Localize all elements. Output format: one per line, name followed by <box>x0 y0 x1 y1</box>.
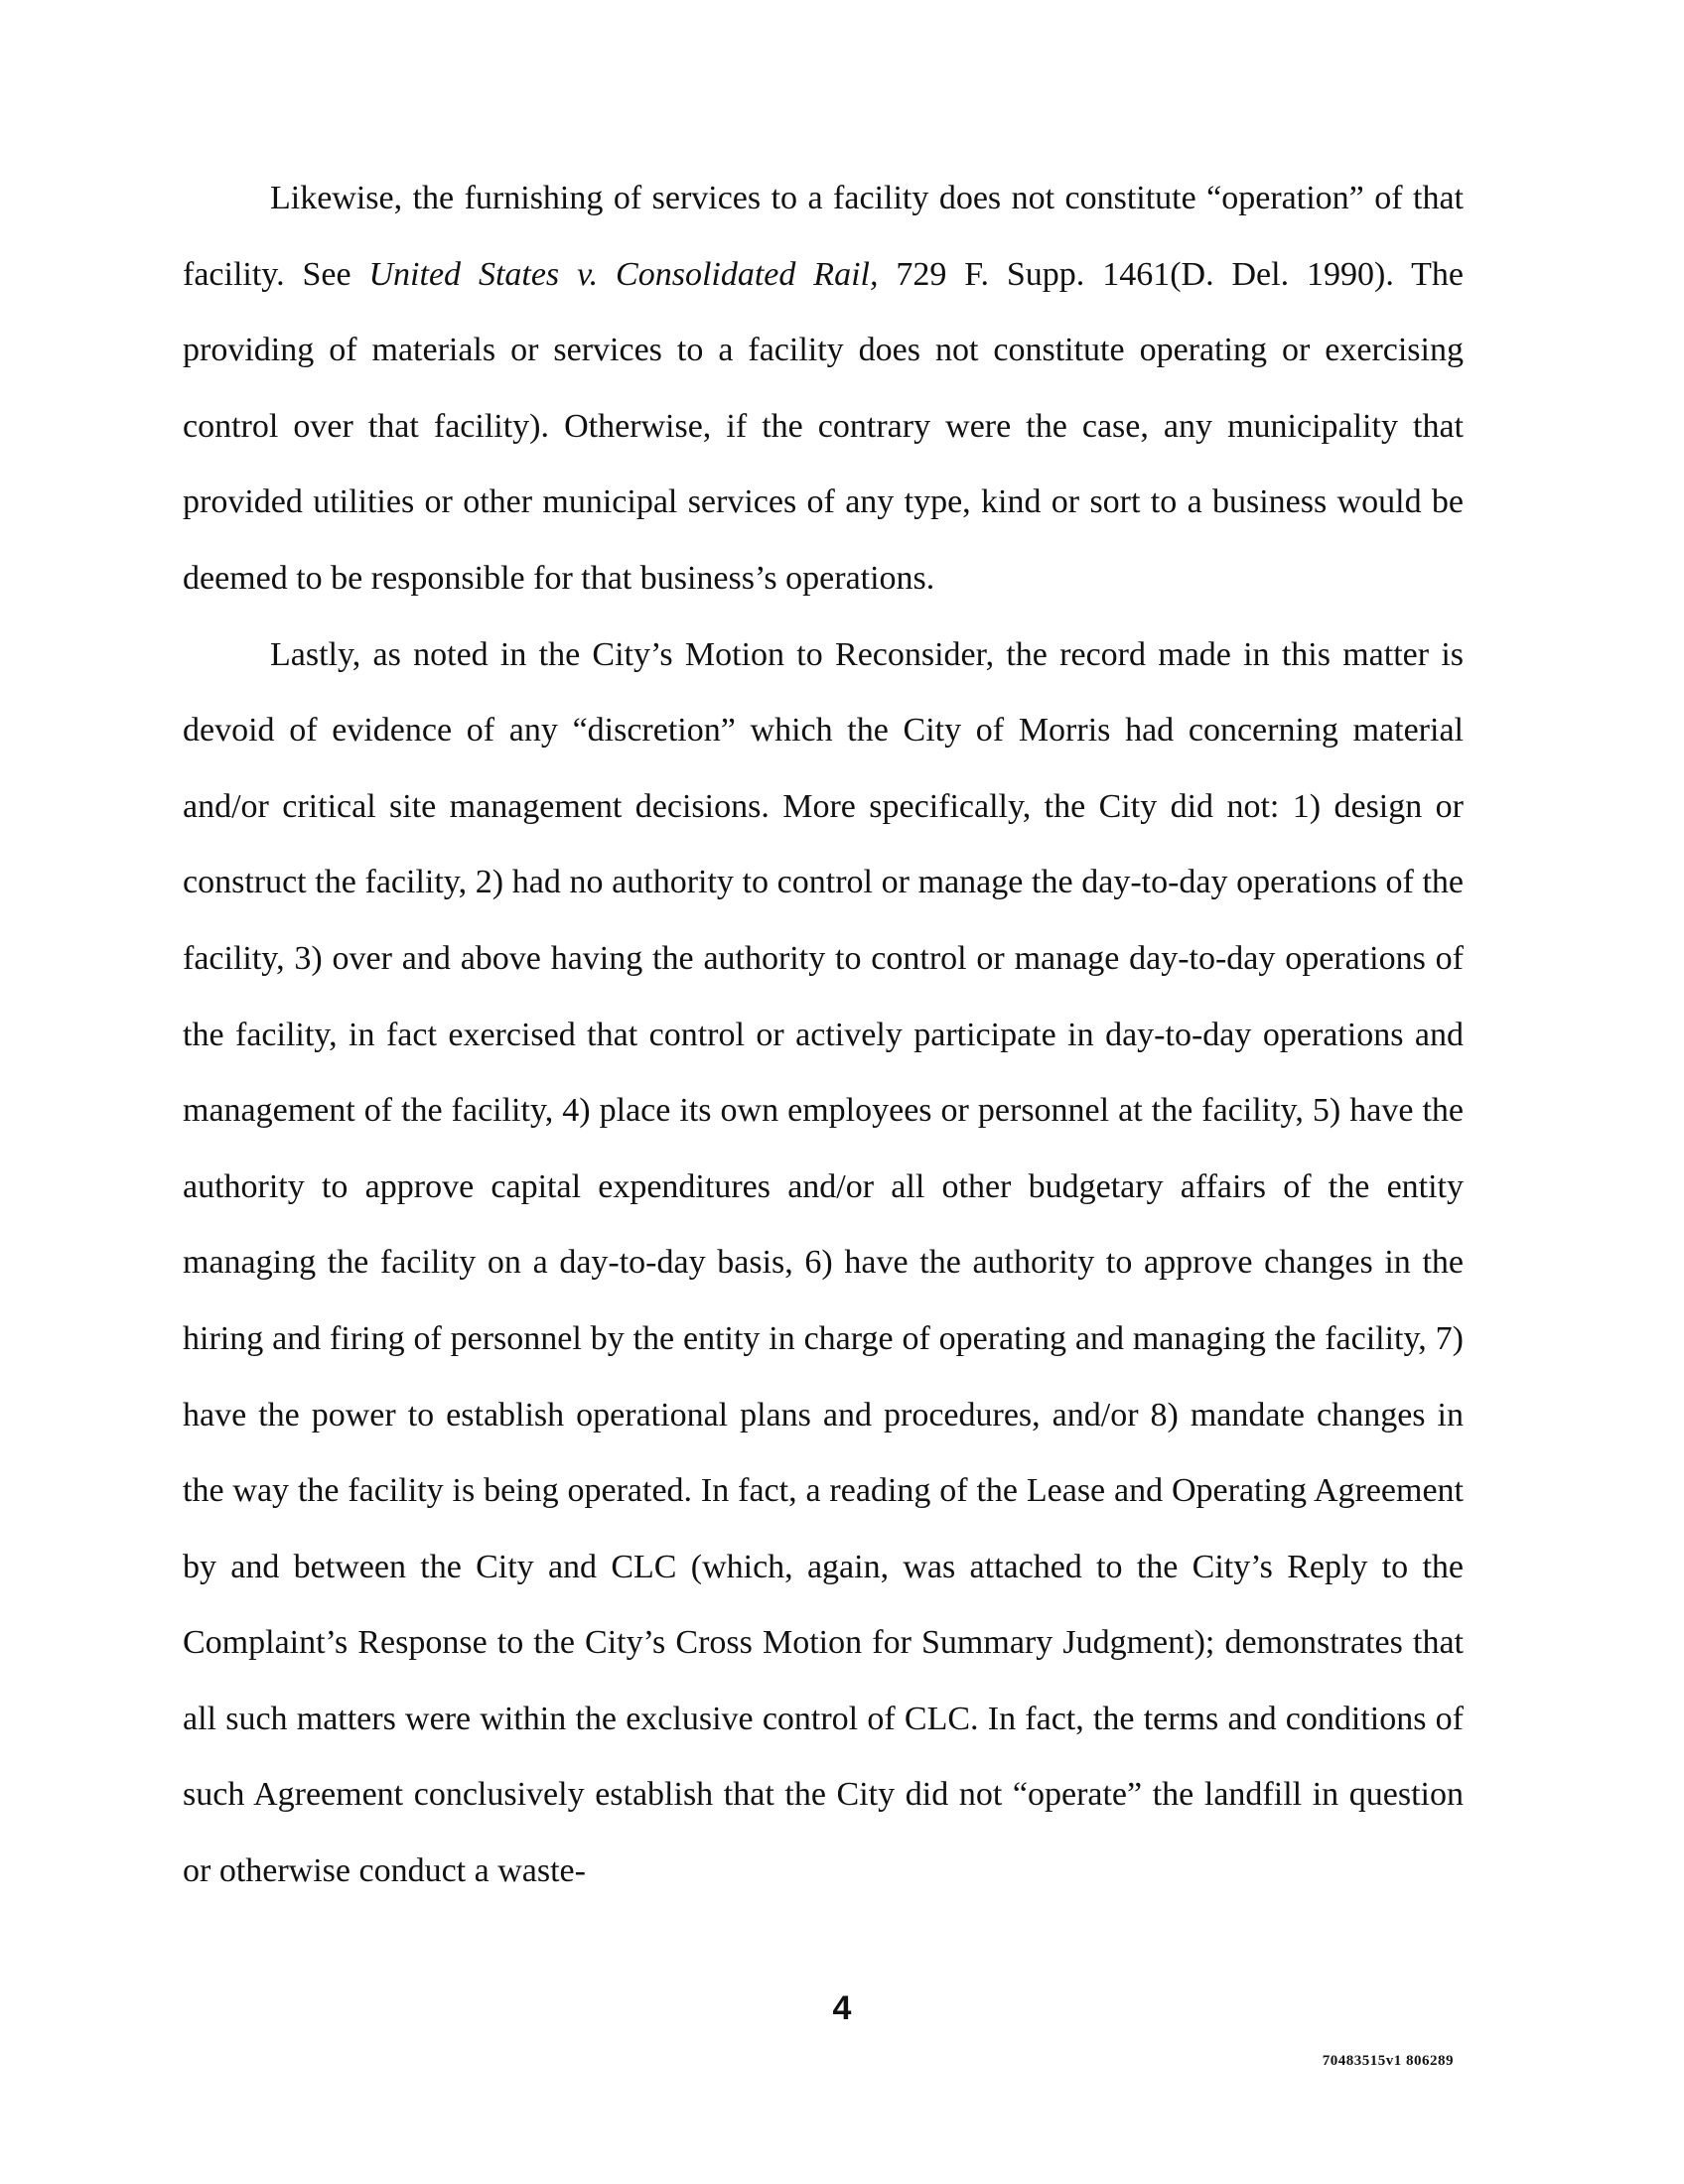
paragraph-discretion: Lastly, as noted in the City’s Motion to Reconsider, the record made in this matter is devoid of evidence of any “discretion” which the City of Morris had concerning material and/or critical site management decisions. More specifically, the City did not: 1) design or construct the facility, 2) had no authority to control or manage the day-to-day operations of the facility, 3) over and above having the authority to control or manage day-to-day operations of the facility, in fact exercised that control or actively participate in day-to-day operations and management of the facility, 4) place its own employees or personnel at the facility, 5) have the authority to approve capital expenditures and/or all other budgetary affairs of the entity managing the facility on a day-to-day basis, 6) have the authority to approve changes in the hiring and firing of personnel by the entity in charge of operating and managing the facility, 7) have the power to establish operational plans and procedures, and/or 8) mandate changes in the way the facility is being operated. In fact, a reading of the Lease and Operating Agreement by and between the City and CLC (which, again, was attached to the City’s Reply to the Complaint’s Response to the City’s Cross Motion for Summary Judgment); demonstrates that all such matters were within the exclusive control of CLC. In fact, the terms and conditions of such Agreement conclusively establish that the City did not “operate” the landfill in question or otherwise conduct a waste- <box>183 635 1464 1890</box>
document-body <box>183 161 1464 1910</box>
paragraph-1-text-after: 729 F. Supp. 1461(D. Del. 1990). The providing of materials or services to a facility does not constitute operating or exercising control over that facility). Otherwise, if the contrary were the case, any municipality that provided utilities or other municipal services of any type, kind or sort to a business would be deemed to be responsible for that business’s operations. <box>183 255 1464 597</box>
paragraph-1-text-before: Likewise, the furnishing of services to a facility does not constitute “operation” of that facility. See <box>183 180 1464 293</box>
document-id: 70483515v1 806289 <box>1322 2053 1454 2069</box>
paragraph-services <box>183 161 1464 617</box>
case-citation: United States v. Consolidated Rail, <box>368 255 879 293</box>
page-number: 4 <box>832 1989 852 2027</box>
